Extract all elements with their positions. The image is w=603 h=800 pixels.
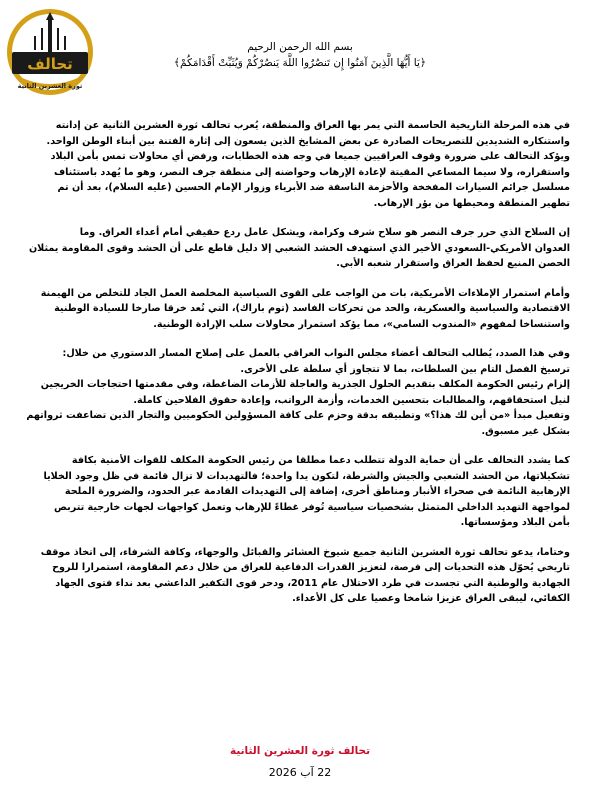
- statement-paragraph: [22, 286, 570, 333]
- paragraph-line: بشكل غير مسبوق.: [481, 425, 570, 437]
- paragraph-line: إن السلاح الذي حرر جرف النصر هو سلاح شرف وكرامة، ويشكل عامل ردع حقيقي أمام أعداء العراق. وما: [79, 227, 570, 238]
- paragraph-line: ترسيخ الفصل التام بين السلطات، بما لا تتجاوز أي سلطة على الأخرى.: [240, 363, 570, 375]
- quran-verse: ﴿يَا أَيُّهَا الَّذِينَ آمَنُوا إِن تَنصُرُوا اللَّهَ يَنصُرْكُمْ وَيُثَبِّتْ أَقْدَامَكُمْ﴾: [173, 57, 427, 69]
- statement-body: [22, 118, 570, 621]
- paragraph-line: واستنكاره الشديدين للتصريحات الصادرة عن بعض المشايخ الذين يسعون إلى إثارة الفتنة بين أبناء الوطن الواحد.: [46, 135, 570, 147]
- paragraph-line: واستنساخا لمفهوم «المندوب السامي»، مما يؤكد استمرار محاولات سلب الإرادة الوطنية.: [153, 318, 570, 330]
- paragraph-line: العدوان الأمريكي-السعودي الأخير الذي استهدف الحشد الشعبي إلا دليل قاطع على أن الحشد وقوى المقاومة يمثلان: [28, 242, 570, 254]
- basmala: بسم الله الرحمن الرحيم: [247, 41, 353, 53]
- paragraph-line: واستقراره، ولا سيما المساعي المقيتة لإعادة الإرهاب وحواضنه إلى منطقة جرف النصر، وهو ما يُهدد باستئناف: [53, 166, 570, 178]
- statement-paragraph: [22, 453, 570, 531]
- alliance-logo-emblem-icon: [4, 6, 96, 98]
- paragraph-line: بأمن البلاد ومؤسساتها.: [460, 517, 570, 528]
- statement-date: 22 آب 2026: [268, 766, 332, 779]
- paragraph-line: وفي هذا الصدد، يُطالب التحالف أعضاء مجلس النواب العراقي بالعمل على إصلاح المسار الدستوري من خلال:: [62, 348, 570, 359]
- paragraph-line: تطهير المنطقة ومحيطها من بؤر الإرهاب.: [373, 197, 570, 209]
- paragraph-line: لمواجهة التهديد الداخلي المتمثل بشخصيات سياسية تُوفر غطاءً للإرهاب وتعمل كواجهات لجهات خارجية تتربص: [54, 501, 570, 513]
- paragraph-line: وأمام استمرار الإملاءات الأمريكية، بات من الواجب على القوى السياسية المخلصة العمل الجاد للتخلص من الهيمنة: [40, 287, 570, 299]
- logo-sub-text: ثورة العشرين الثانية: [17, 82, 83, 90]
- paragraph-line: تشكيلاتها، من الحشد الشعبي والجيش والشرطة، لتكون يدا واحدة؛ فالتهديدات لا تزال قائمة في ظل وجود الخلايا: [43, 470, 570, 482]
- paragraph-line: الحصن المنيع لحفظ العراق واستقرار شعبه الأبي.: [336, 258, 570, 269]
- paragraph-line: وتفعيل مبدأ «من أين لك هذا؟» وتطبيقه بدقة وحزم على كافة المسؤولين الحكوميين والتجار الذين تضاعفت ثرواتهم: [26, 410, 570, 421]
- paragraph-line: ويؤكد التحالف على ضرورة وقوف العراقيين جميعا في وجه هذه الخطابات، ورفض أي محاولات تمس بأمن البلاد: [50, 151, 570, 162]
- paragraph-line: إلزام رئيس الحكومة المكلف بتقديم الحلول الجذرية والعاجلة للأزمات الضاغطة، وفي مقدمتها احتجاجات الخريجين: [40, 379, 570, 390]
- paragraph-line: لنيل استحقاقهم، والمطالبات بتحسين الخدمات، وأزمة الرواتب، وإعادة حقوق الفلاحين كاملة.: [133, 394, 570, 406]
- paragraph-line: الإرهابية النائمة في صحراء الأنبار ومناطق أخرى، إضافة إلى التهديدات القادمة عبر الحدود، والضرورة الملحة: [64, 486, 570, 497]
- alliance-logo: [4, 6, 96, 98]
- statement-paragraph: [22, 225, 570, 272]
- statement-paragraph: [22, 346, 570, 439]
- paragraph-line: وختاما، يدعو تحالف ثورة العشرين الثانية جميع شيوخ العشائر والقبائل والوجهاء، وكافة الشرفاء، إلى اتخاذ موقف: [40, 546, 570, 558]
- paragraph-line: الاقتصادية والسياسية والعسكرية، والحد من تحركات الفاسد (توم باراك)، التي تُعد خرقا صارخا للسيادة الوطنية: [54, 303, 570, 314]
- paragraph-line: مسلسل جرائم السيارات المفخخة والأحزمة الناسفة ضد الأبرياء وزوار الإمام الحسين (عليه السلام)، بعد أن تم: [57, 182, 570, 193]
- paragraph-line: الجهادية والوطنية التي تجسدت في طرد الاحتلال عام 2011، ودحر قوى التكفير الداعشي بعد نداء فتوى الجهاد: [55, 577, 570, 589]
- statement-paragraph: [22, 118, 570, 211]
- paragraph-line: الكفائي، ليبقى العراق عزيزا شامخا وعصيا على كل الأعداء.: [292, 593, 570, 604]
- statement-paragraph: [22, 545, 570, 607]
- paragraph-line: تاريخي يُحوّل هذه التحديات إلى فرصة، لتعزيز القدرات الدفاعية للعراق من خلال دعم المقاومة، استمرارا للروح: [52, 562, 570, 573]
- signature: تحالف ثورة العشرين الثانية: [229, 745, 371, 757]
- paragraph-line: كما يشدد التحالف على أن حماية الدولة تتطلب دعما مطلقا من رئيس الحكومة المكلف للقوات الأمنية بكافة: [71, 455, 570, 466]
- paragraph-line: في هذه المرحلة التاريخية الحاسمة التي يمر بها العراق والمنطقة، يُعرب تحالف ثورة العشرين الثانية عن إدانته: [55, 120, 570, 131]
- logo-main-text: تحالف: [27, 55, 73, 73]
